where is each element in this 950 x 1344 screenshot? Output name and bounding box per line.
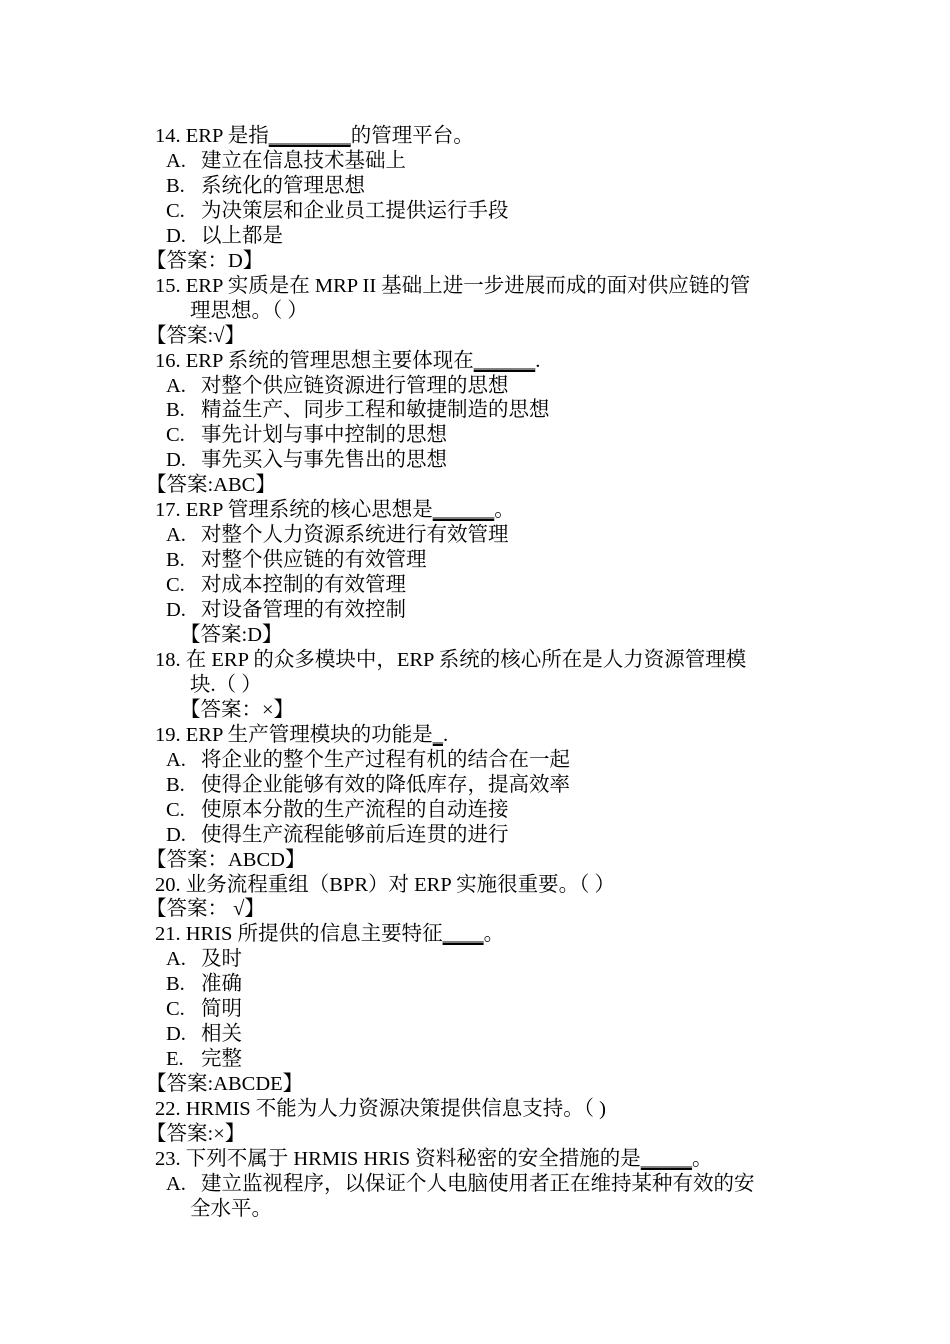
continuation-text: 理思想。（ ）: [190, 299, 308, 322]
answer-blank: _____: [640, 1147, 693, 1170]
answer-blank: ______: [432, 499, 495, 522]
option-line: [166, 748, 570, 773]
option-letter: B.: [166, 399, 185, 422]
question-number: 17.: [155, 499, 181, 522]
option-letter: A.: [166, 149, 186, 172]
answer-text: 【答案:ABC】: [146, 474, 276, 497]
question-continuation-line: [190, 1197, 272, 1222]
continuation-text: 全水平。: [190, 1197, 272, 1220]
option-line: [166, 523, 509, 548]
option-text: 对整个供应链资源进行管理的思想: [201, 374, 509, 397]
question-line: [155, 124, 474, 149]
option-letter: D.: [166, 823, 186, 846]
option-text: 对设备管理的有效控制: [201, 599, 406, 621]
question-text: ERP 实质是在 MRP II 基础上进一步进展而成的面对供应链的管: [185, 274, 751, 297]
option-line: [166, 398, 550, 423]
option-text: 简明: [201, 998, 242, 1021]
option-letter: C.: [166, 199, 185, 222]
question-number: 18.: [155, 648, 181, 671]
question-continuation-line: [190, 299, 308, 324]
option-text: 事先计划与事中控制的思想: [201, 424, 447, 447]
option-text: 建立在信息技术基础上: [201, 149, 406, 172]
question-number: 22.: [155, 1098, 181, 1120]
option-letter: C.: [166, 424, 185, 447]
option-letter: C.: [166, 574, 185, 597]
option-letter: B.: [166, 549, 185, 572]
question-text-end: 的管理平台。: [350, 125, 474, 147]
option-letter: B.: [166, 973, 185, 996]
option-letter: D.: [166, 599, 186, 621]
option-text: 对成本控制的有效管理: [201, 574, 406, 597]
option-letter: A.: [166, 1172, 186, 1195]
answer-text: 【答案:×】: [146, 1123, 246, 1145]
option-text: 精益生产、同步工程和敏捷制造的思想: [201, 399, 550, 422]
option-line: [166, 374, 509, 399]
option-line: [166, 1172, 755, 1197]
option-letter: A.: [166, 524, 186, 547]
option-text: 使原本分散的生产流程的自动连接: [201, 798, 509, 821]
option-line: [166, 448, 447, 473]
option-line: [166, 598, 406, 623]
question-line: [155, 498, 515, 523]
question-line: [155, 922, 504, 947]
option-letter: B.: [166, 174, 185, 197]
option-line: [166, 1047, 242, 1072]
answer-line: [146, 848, 305, 873]
question-text-end: 。: [483, 923, 505, 946]
option-text: 准确: [201, 973, 242, 996]
question-text-end: 。: [494, 499, 515, 522]
answer-line: [180, 698, 294, 723]
question-text: 下列不属于 HRMIS HRIS 资料秘密的安全措施的是: [185, 1147, 641, 1170]
option-text: 对整个人力资源系统进行有效管理: [201, 524, 509, 547]
option-line: [166, 423, 447, 448]
option-text: 完整: [201, 1048, 242, 1071]
option-line: [166, 199, 509, 224]
option-line: [166, 972, 242, 997]
answer-line: [146, 897, 265, 922]
question-line: [155, 349, 540, 374]
question-number: 20.: [155, 873, 181, 896]
question-text: 业务流程重组（BPR）对 ERP 实施很重要。（ ）: [185, 873, 615, 896]
option-line: [166, 947, 242, 972]
option-letter: C.: [166, 798, 185, 821]
option-text: 建立监视程序，以保证个人电脑使用者正在维持某种有效的安: [201, 1172, 755, 1195]
option-letter: E.: [166, 1048, 184, 1071]
question-text: ERP 系统的管理思想主要体现在: [185, 349, 474, 372]
answer-text: 【答案：D】: [146, 249, 264, 272]
option-text: 相关: [201, 1023, 242, 1046]
option-letter: D.: [166, 1023, 186, 1046]
option-letter: C.: [166, 998, 185, 1021]
option-line: [166, 823, 509, 848]
option-letter: B.: [166, 773, 185, 796]
option-line: [166, 573, 406, 598]
question-line: [155, 873, 615, 898]
question-number: 14.: [155, 125, 181, 147]
answer-blank: ________: [268, 125, 351, 147]
option-text: 将企业的整个生产过程有机的结合在一起: [201, 748, 570, 771]
option-text: 系统化的管理思想: [201, 174, 365, 197]
question-number: 19.: [155, 723, 181, 746]
option-line: [166, 174, 365, 199]
question-text: HRIS 所提供的信息主要特征: [185, 923, 443, 946]
option-line: [166, 548, 427, 573]
answer-line: [146, 249, 263, 274]
answer-blank: _: [432, 723, 443, 746]
continuation-text: 块.（ ）: [190, 673, 262, 696]
question-text-end: .: [535, 349, 541, 372]
option-letter: A.: [166, 948, 186, 971]
question-line: [155, 274, 750, 299]
question-text: ERP 是指: [185, 125, 269, 147]
answer-text: 【答案：×】: [180, 698, 295, 721]
option-line: [166, 149, 406, 174]
question-text: 在 ERP 的众多模块中，ERP 系统的核心所在是人力资源管理模: [185, 648, 747, 671]
option-text: 及时: [201, 948, 242, 971]
question-line: [155, 1147, 713, 1172]
option-line: [166, 1022, 242, 1047]
option-line: [166, 773, 570, 798]
question-text-end: .: [442, 723, 449, 746]
option-letter: A.: [166, 748, 186, 771]
option-text: 对整个供应链的有效管理: [201, 549, 427, 572]
question-text: HRMIS 不能为人力资源决策提供信息支持。（ ): [185, 1098, 607, 1120]
question-line: [155, 648, 746, 673]
answer-line: [146, 1122, 245, 1147]
answer-text: 【答案:D】: [180, 624, 283, 646]
answer-blank: ______: [473, 349, 536, 372]
option-letter: D.: [166, 449, 186, 472]
option-letter: D.: [166, 224, 186, 247]
question-number: 16.: [155, 349, 181, 372]
answer-text: 【答案:√】: [146, 324, 245, 347]
answer-blank: ____: [442, 923, 484, 946]
answer-line: [146, 1072, 303, 1097]
answer-line: [146, 473, 276, 498]
question-text: ERP 管理系统的核心思想是: [185, 499, 433, 522]
answer-text: 【答案:ABCDE】: [146, 1073, 304, 1096]
answer-line: [146, 324, 245, 349]
question-number: 21.: [155, 923, 181, 946]
question-line: [155, 723, 448, 748]
answer-text: 【答案： √】: [146, 898, 265, 921]
option-text: 为决策层和企业员工提供运行手段: [201, 199, 509, 222]
option-letter: A.: [166, 374, 186, 397]
question-continuation-line: [190, 673, 262, 698]
option-text: 事先买入与事先售出的思想: [201, 449, 447, 472]
question-text: ERP 生产管理模块的功能是: [185, 723, 433, 746]
question-number: 23.: [155, 1147, 181, 1170]
question-line: [155, 1097, 606, 1122]
option-text: 使得企业能够有效的降低库存，提高效率: [201, 773, 570, 796]
option-text: 使得生产流程能够前后连贯的进行: [201, 823, 509, 846]
answer-text: 【答案：ABCD】: [146, 848, 306, 871]
option-line: [166, 997, 242, 1022]
option-text: 以上都是: [201, 224, 283, 247]
option-line: [166, 224, 283, 249]
answer-line: [180, 623, 283, 648]
question-text-end: 。: [692, 1147, 713, 1170]
option-line: [166, 798, 509, 823]
question-number: 15.: [155, 274, 181, 297]
